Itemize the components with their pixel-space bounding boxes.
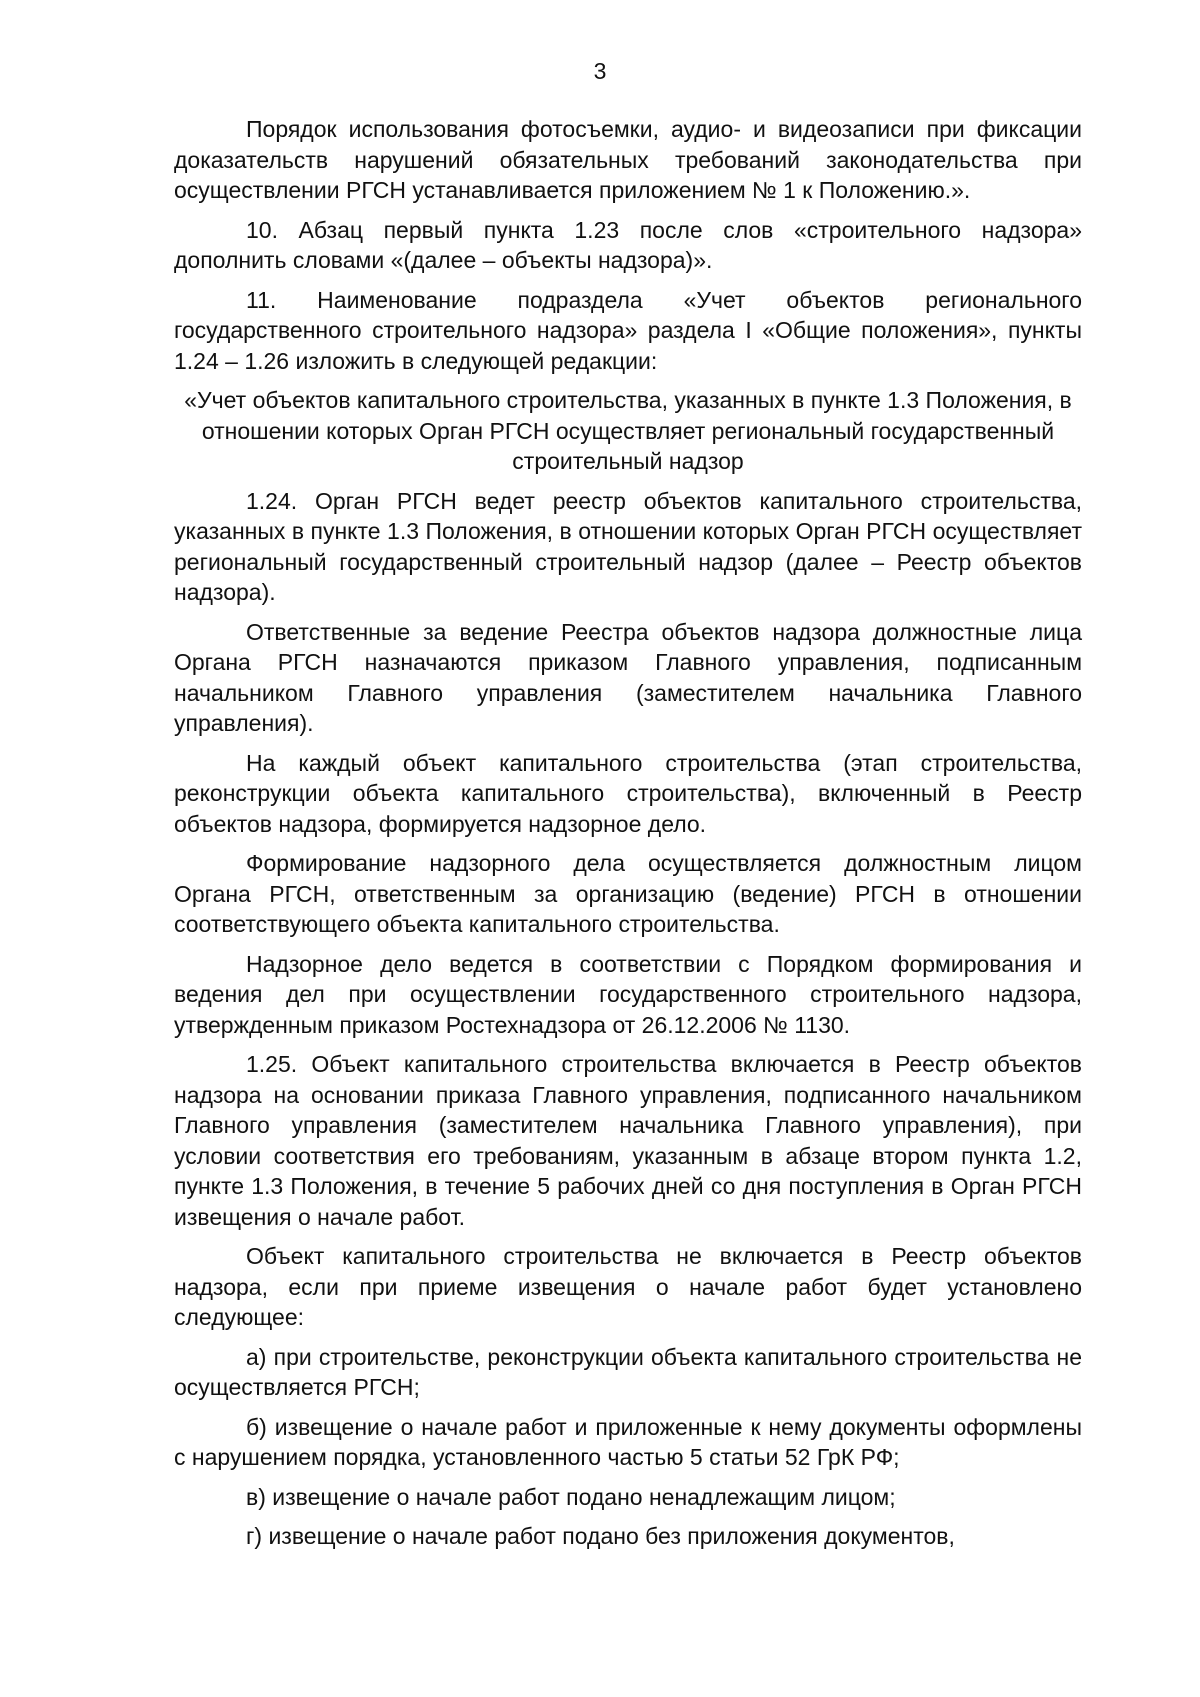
list-item-g: г) извещение о начале работ подано без приложения документов, [246,1523,955,1549]
page-number: 3 [593,58,607,84]
paragraph-file-maintenance: Надзорное дело ведется в соответствии с Порядком формирования и ведения дел при осуществлении государственного строительного надзора, утвержденным приказом Ростехнадзора от 26.12.2006 № 1130. [174,950,1082,1038]
paragraph-item-10: 10. Абзац первый пункта 1.23 после слов «строительного надзора» дополнить словами «(далее – объекты надзора)». [174,216,1082,273]
paragraph-responsible-persons: Ответственные за ведение Реестра объектов надзора должностные лица Органа РГСН назначаются приказом Главного управления, подписанным начальником Главного управления (заместителем начальника Главного управления). [174,618,1082,736]
paragraph-1-24: 1.24. Орган РГСН ведет реестр объектов капитального строительства, указанных в пункте 1.3 Положения, в отношении которых Орган РГСН осуществляет региональный государственный строительный надзор (далее – Реестр объектов надзора). [174,487,1082,605]
paragraph-photo-video-procedure: Порядок использования фотосъемки, аудио- и видеозаписи при фиксации доказательств нарушений обязательных требований законодательства при осуществлении РГСН устанавливается приложением № 1 к Положению.». [174,116,1082,203]
paragraph-file-formation: Формирование надзорного дела осуществляется должностным лицом Органа РГСН, ответственным за организацию (ведение) РГСН в отношении соответствующего объекта капитального строительства. [174,850,1082,937]
list-item-b: б) извещение о начале работ и приложенные к нему документы оформлены с нарушением порядка, установленного частью 5 статьи 52 ГрК РФ; [174,1413,1082,1470]
paragraph-1-25: 1.25. Объект капитального строительства включается в Реестр объектов надзора на основании приказа Главного управления, подписанного начальником Главного управления (заместителем начальника Главного управления), при условии соответствия его требованиям, указанным в абзаце втором пункта 1.2, пункте 1.3 Положения, в течение 5 рабочих дней со дня поступления в Орган РГСН извещения о начале работ. [174,1051,1082,1230]
document-body [174,114,1082,1561]
subsection-heading: «Учет объектов капитального строительства, указанных в пункте 1.3 Положения, в отношении которых Орган РГСН осуществляет региональный государственный строительный надзор [184,387,1072,474]
paragraph-supervision-file: На каждый объект капитального строительства (этап строительства, реконструкции объекта капитального строительства), включенный в Реестр объектов надзора, формируется надзорное дело. [174,749,1082,837]
paragraph-not-included: Объект капитального строительства не включается в Реестр объектов надзора, если при приеме извещения о начале работ будет установлено следующее: [174,1243,1082,1330]
paragraph-item-11: 11. Наименование подраздела «Учет объектов регионального государственного строительного надзора» раздела I «Общие положения», пункты 1.24 – 1.26 изложить в следующей редакции: [174,286,1082,374]
list-item-a: а) при строительстве, реконструкции объекта капитального строительства не осуществляется РГСН; [174,1343,1082,1400]
list-item-v: в) извещение о начале работ подано ненадлежащим лицом; [246,1483,896,1510]
